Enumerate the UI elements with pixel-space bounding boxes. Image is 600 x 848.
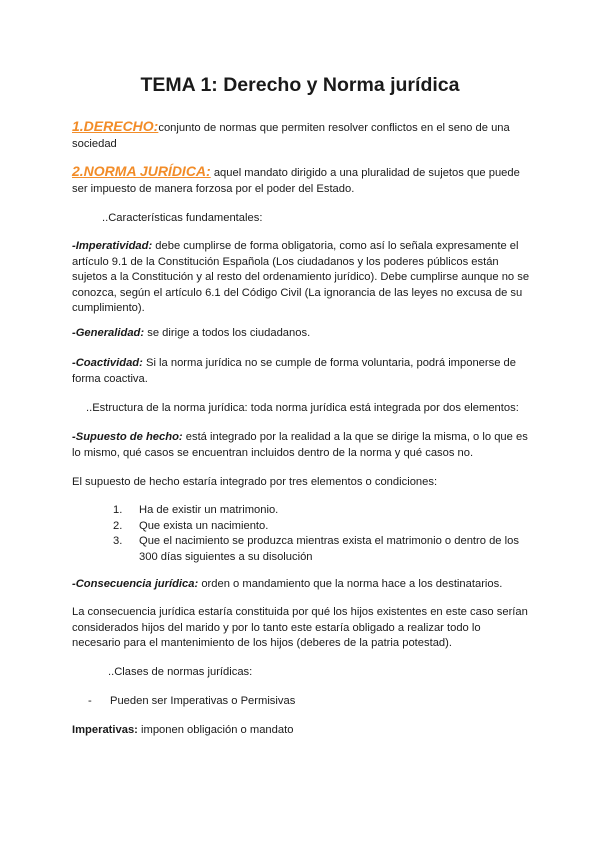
supuesto-paragraph bbox=[72, 430, 532, 461]
section-heading-norma: 2.NORMA JURÍDICA: bbox=[72, 163, 211, 179]
norma-paragraph bbox=[72, 164, 532, 197]
condiciones-list bbox=[0, 503, 600, 565]
consecuencia-explanation: La consecuencia jurídica estaría constituida por qué los hijos existentes en este caso serían considerados hijos del marido y por lo tanto este estaría obligado a realizar todo lo necesario para el mantenimiento de los hijos (deberes de la patria potestad). bbox=[72, 606, 528, 649]
coactividad-paragraph bbox=[72, 356, 532, 387]
list-item: 2. Que exista un nacimiento. bbox=[113, 519, 269, 532]
estructura-heading: ..Estructura de la norma jurídica: toda norma jurídica está integrada por dos elementos: bbox=[86, 402, 519, 414]
section-heading-derecho: 1.DERECHO: bbox=[72, 118, 159, 134]
imperatividad-paragraph bbox=[72, 239, 532, 317]
imperativas-paragraph bbox=[72, 723, 532, 739]
list-item: 1. Ha de existir un matrimonio. bbox=[113, 504, 279, 516]
list-item: 3. Que el nacimiento se produzca mientras exista el matrimonio o dentro de los 300 días siguientes a su disolución bbox=[113, 535, 519, 563]
clases-heading: ..Clases de normas jurídicas: bbox=[108, 666, 253, 678]
imperativas-text: imponen obligación o mandato bbox=[137, 724, 294, 736]
consecuencia-text: orden o mandamiento que la norma hace a los destinatarios. bbox=[198, 578, 503, 590]
imperatividad-term: -Imperatividad: bbox=[72, 240, 153, 252]
generalidad-paragraph bbox=[72, 326, 532, 342]
consecuencia-paragraph bbox=[72, 577, 532, 593]
bullet-dash: - bbox=[88, 695, 92, 707]
supuesto-term: -Supuesto de hecho: bbox=[72, 431, 183, 443]
supuesto-intro: El supuesto de hecho estaría integrado por tres elementos o condiciones: bbox=[72, 476, 438, 488]
consecuencia-term: -Consecuencia jurídica: bbox=[72, 578, 199, 590]
coactividad-term: -Coactividad: bbox=[72, 357, 143, 369]
list-item bbox=[88, 694, 295, 710]
derecho-paragraph bbox=[72, 119, 532, 152]
page-title: TEMA 1: Derecho y Norma jurídica bbox=[140, 74, 460, 96]
coactividad-text: Si la norma jurídica no se cumple de forma voluntaria, podrá imponerse de forma coactiva. bbox=[72, 357, 516, 385]
imperativas-term: Imperativas: bbox=[72, 724, 138, 736]
norma-definition: aquel mandato dirigido a una pluralidad de sujetos que puede ser impuesto de manera forzosa por el poder del Estado. bbox=[72, 167, 520, 195]
supuesto-text: está integrado por la realidad a la que se dirige la misma, o lo que es lo mismo, qué casos se encuentran incluidos dentro de la norma y qué casos no. bbox=[72, 431, 528, 459]
generalidad-text: se dirige a todos los ciudadanos. bbox=[144, 327, 311, 339]
derecho-definition: conjunto de normas que permiten resolver conflictos en el seno de una sociedad bbox=[72, 122, 510, 150]
bullet-text: Pueden ser Imperativas o Permisivas bbox=[110, 695, 296, 707]
imperatividad-text: debe cumplirse de forma obligatoria, como así lo señala expresamente el artículo 9.1 de la Constitución Española (Los ciudadanos y los poderes públicos están sujetos a la Constitución y al resto del ordenamiento jurídico). Debe cumplirse aunque no se conozca, según el artículo 6.1 del Código Civil (La ignorancia de las leyes no excusa de su cumplimiento). bbox=[72, 240, 530, 314]
caracteristicas-heading: ..Características fundamentales: bbox=[102, 212, 263, 224]
generalidad-term: -Generalidad: bbox=[72, 327, 145, 339]
